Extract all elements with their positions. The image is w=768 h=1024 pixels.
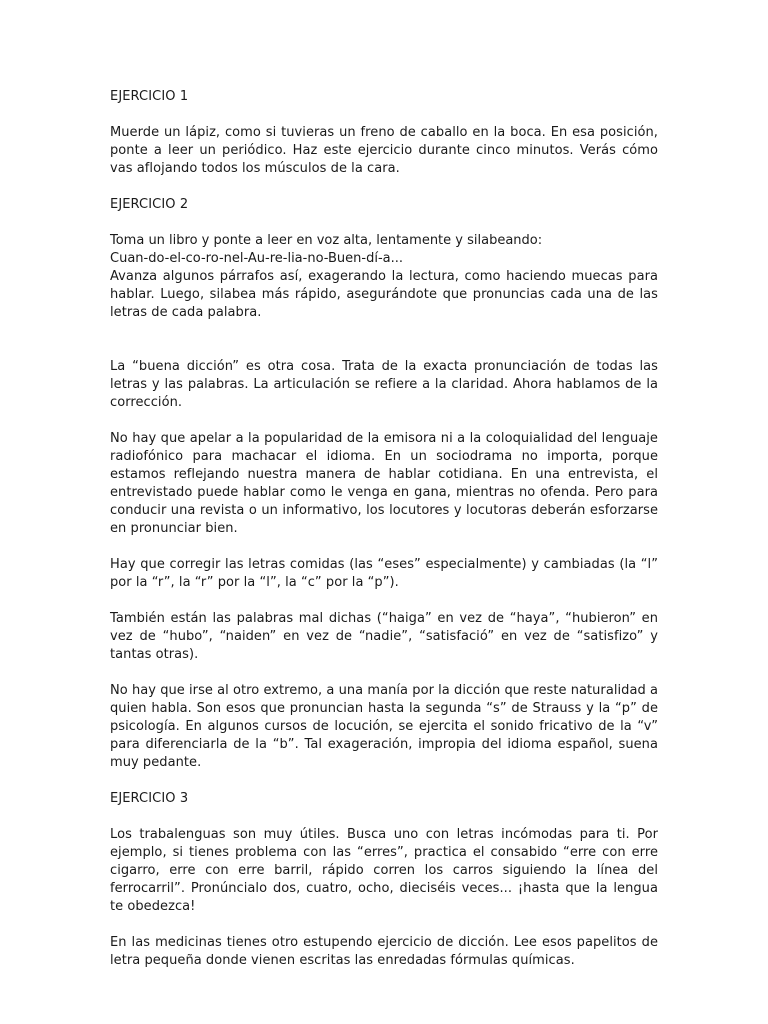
diccion-paragraph-3: Hay que corregir las letras comidas (las “eses” especialmente) y cambiadas (la “l” por la “r”, la “r” por la “l”, la “c” por la “p”). [110,557,658,590]
exercise-3-text-2: En las medicinas tienes otro estupendo ejercicio de dicción. Lee esos papelitos de letra pequeña donde vienen escritas las enredadas fórmulas químicas. [110,935,658,968]
exercise-2-syllables: Cuan-do-el-co-ro-nel-Au-re-lia-no-Buen-dí-a... [110,251,404,266]
diccion-paragraph-1: La “buena dicción” es otra cosa. Trata de la exacta pronunciación de todas las letras y las palabras. La articulación se refiere a la claridad. Ahora hablamos de la corrección. [110,359,658,410]
document-page [110,88,658,988]
exercise-2-heading: EJERCICIO 2 [110,197,189,212]
exercise-1-heading: EJERCICIO 1 [110,89,189,104]
diccion-paragraph-4: También están las palabras mal dichas (“haiga” en vez de “haya”, “hubieron” en vez de “hubo”, “naiden” en vez de “nadie”, “satisfació” en vez de “satisfizo” y tantas otras). [110,611,658,662]
diccion-paragraph-2: No hay que apelar a la popularidad de la emisora ni a la coloquialidad del lenguaje radiofónico para machacar el idioma. En un sociodrama no importa, porque estamos reflejando nuestra manera de hablar cotidiana. En una entrevista, el entrevistado puede hablar como le venga en gana, mientras no ofenda. Pero para conducir una revista o un informativo, los locutores y locutoras deberán esforzarse en pronunciar bien. [110,431,658,536]
exercise-3-heading: EJERCICIO 3 [110,791,189,806]
exercise-3-text-1: Los trabalenguas son muy útiles. Busca uno con letras incómodas para ti. Por ejemplo, si tienes problema con las “erres”, practica el consabido “erre con erre cigarro, erre con erre barril, rápido corren los carros siguiendo la línea del ferrocarril”. Pronúncialo dos, cuatro, ocho, dieciséis veces... ¡hasta que la lengua te obedezca! [110,827,658,914]
exercise-1-text: Muerde un lápiz, como si tuvieras un freno de caballo en la boca. En esa posición, ponte a leer un periódico. Haz este ejercicio durante cinco minutos. Verás cómo vas aflojando todos los músculos de la cara. [110,125,658,176]
diccion-paragraph-5: No hay que irse al otro extremo, a una manía por la dicción que reste naturalidad a quien habla. Son esos que pronuncian hasta la segunda “s” de Strauss y la “p” de psicología. En algunos cursos de locución, se ejercita el sonido fricativo de la “v” para diferenciarla de la “b”. Tal exageración, impropia del idioma español, suena muy pedante. [110,683,658,770]
exercise-2-text: Avanza algunos párrafos así, exagerando la lectura, como haciendo muecas para hablar. Luego, silabea más rápido, asegurándote que pronuncias cada una de las letras de cada palabra. [110,269,658,320]
exercise-2-intro: Toma un libro y ponte a leer en voz alta, lentamente y silabeando: [110,233,543,248]
